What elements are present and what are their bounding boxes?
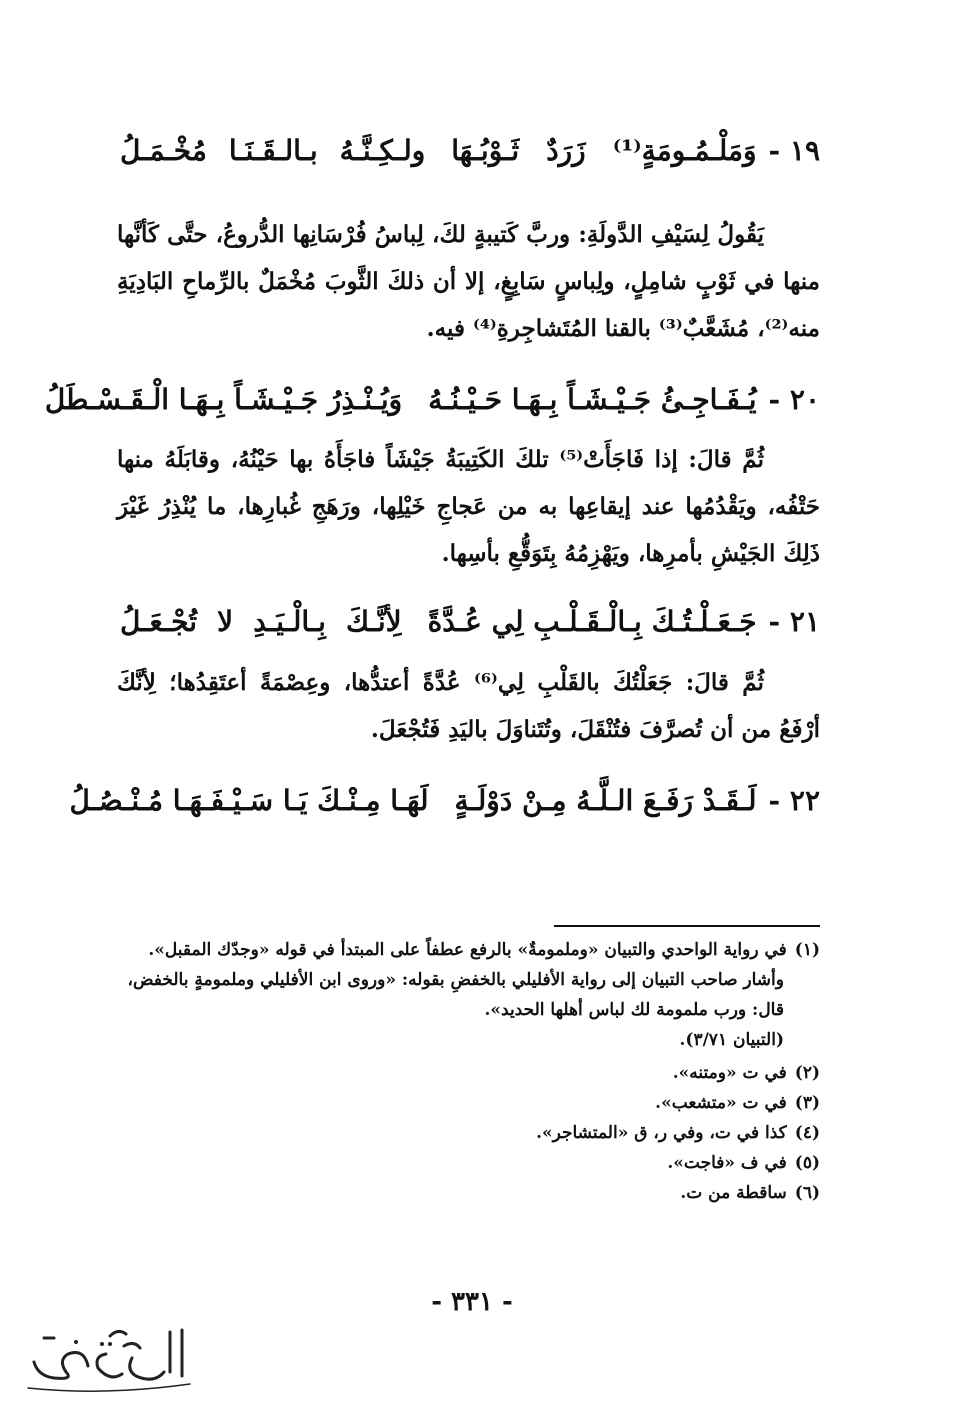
verse-21	[120, 605, 820, 638]
footnote-text: في رواية الواحدي والتبيان «وملمومةٌ» بالرفع عطفاً على المبتدأ في قوله «وجدّك المقبل».	[148, 940, 787, 960]
footnote-text: كذا في ت، وفي ر، ق «المتشاجر».	[536, 1123, 787, 1143]
footnote-number: (١)	[794, 940, 820, 960]
verse-first-hemistich: جَـعَـلْـتُـكَ بِـالْـقَـلْـبِ لِي عُـدَّةً	[427, 605, 757, 638]
footnote-number: (٤)	[794, 1123, 820, 1143]
footnote-1	[117, 935, 820, 965]
footnote-4	[117, 1118, 820, 1148]
commentary-21: ثُمَّ قالَ: جَعَلْتُكَ بالقَلْبِ لِي⁽⁶⁾ عُدَّةً أعتدُّها، وعِصْمَةً أعتَقِدُها؛ لِأنَّكَ أرْفَعُ من أن تُصرَّفَ فتُنْقَلَ، وتُتَناوَلَ باليَدِ فَتُجْعَلَ.	[117, 669, 820, 743]
footnote-text: في ف «فاجت».	[667, 1153, 787, 1173]
footnote-3	[117, 1088, 820, 1118]
footnote-1-continuation: قال: ورب ملمومة لك لباس أهلها الحديد».	[484, 1000, 784, 1020]
verse-20	[44, 383, 820, 416]
footnote-text: ساقطة من ت.	[680, 1183, 787, 1203]
verse-number: ٢٠ -	[768, 383, 820, 416]
footnote-text: في ت «ومتنه».	[672, 1063, 787, 1083]
verse-second-hemistich: لَهَـا مِـنْـكَ يَـا سَـيْـفَـهَـا مُـنْـصُـلُ	[69, 784, 429, 817]
footnote-5	[117, 1148, 820, 1178]
verse-first-hemistich: لَـقَـدْ رَفَـعَ الـلَّـهُ مِـنْ دَوْلَـةٍ	[454, 784, 757, 817]
verse-19	[120, 134, 820, 167]
commentary-20: ثُمَّ قالَ: إذا فَاجَأَتْ⁽⁵⁾ تلكَ الكَتِيبَةُ جَيْشَاً فاجَأَهُ بها حَيْنُهُ، وقابَلَهُ منها حَتْفُه، ويَقْدُمُها عند إيقاعِها به من عَجاجِ خَيْلِها، ورَهَجِ غُبارِها، ما يُنْذِرُ غَيْرَ ذَلِكَ الجَيْشِ بأمرِها، ويَهْزِمُهُ بِتَوَقُّعِ بأسِها.	[117, 446, 820, 567]
verse-first-hemistich: وَمَلْـمُـومَةٍ⁽¹⁾ زَرَدٌ ثَـوْبُـهَا	[451, 134, 757, 167]
footnote-text: في ت «متشعب».	[655, 1093, 787, 1113]
footnote-2	[117, 1058, 820, 1088]
footnote-number: (٦)	[794, 1183, 820, 1203]
commentary-19: يَقُولُ لِسَيْفِ الدَّولَةِ: وربَّ كَتيبةٍ لكَ، لِباسُ فُرْسَانِها الدُّروعُ، حتَّى كَأنَّها منها في ثَوْبٍ شامِلٍ، ولِباسٍ سَابِغٍ، إلا أن ذلكَ الثَّوبَ مُخْمَلٌ بالرِّماحِ البَادِيَةِ منه⁽²⁾، مُشَعَّبٌ⁽³⁾ بالقنا المُتَشاجِرةِ⁽⁴⁾ فيه.	[117, 221, 820, 342]
footnotes	[117, 935, 820, 1208]
verse-second-hemistich: ولـكِـنَّـهُ بـالـقَـنَـا مُخْـمَـلُ	[119, 134, 426, 167]
verse-second-hemistich: لِأنَّـكَ بِـالْـيَـدِ لا تُجْـعَـلُ	[120, 605, 402, 638]
verse-first-hemistich: يُـفَـاجِـئُ جَـيْـشَـاً بِـهَـا حَـيْـنُـهُ	[428, 383, 757, 416]
footnote-separator	[554, 925, 820, 927]
footnote-number: (٢)	[794, 1063, 820, 1083]
verse-22	[69, 784, 820, 817]
page-number: - ٣٣١ -	[431, 1287, 513, 1317]
verse-second-hemistich: وَيُـنْـذِرُ جَـيْـشَـاً بِـهَـا الْـقَـسْـطَلُ	[44, 383, 403, 416]
footnote-1-continuation: وأشار صاحب التبيان إلى رواية الأفليلي بالخفضِ بقوله: «وروى ابن الأفليلي وملمومةٍ بالخفض،	[127, 970, 784, 990]
footnote-1-source: (التبيان ٣/٧١).	[679, 1030, 784, 1050]
calligraphy-stamp-logo	[14, 1318, 204, 1398]
verse-number: ٢١ -	[768, 605, 820, 638]
footnote-6	[117, 1178, 820, 1208]
verse-number: ١٩ -	[768, 134, 820, 167]
footnote-number: (٣)	[794, 1093, 820, 1113]
verse-number: ٢٢ -	[768, 784, 820, 817]
footnote-number: (٥)	[794, 1153, 820, 1173]
